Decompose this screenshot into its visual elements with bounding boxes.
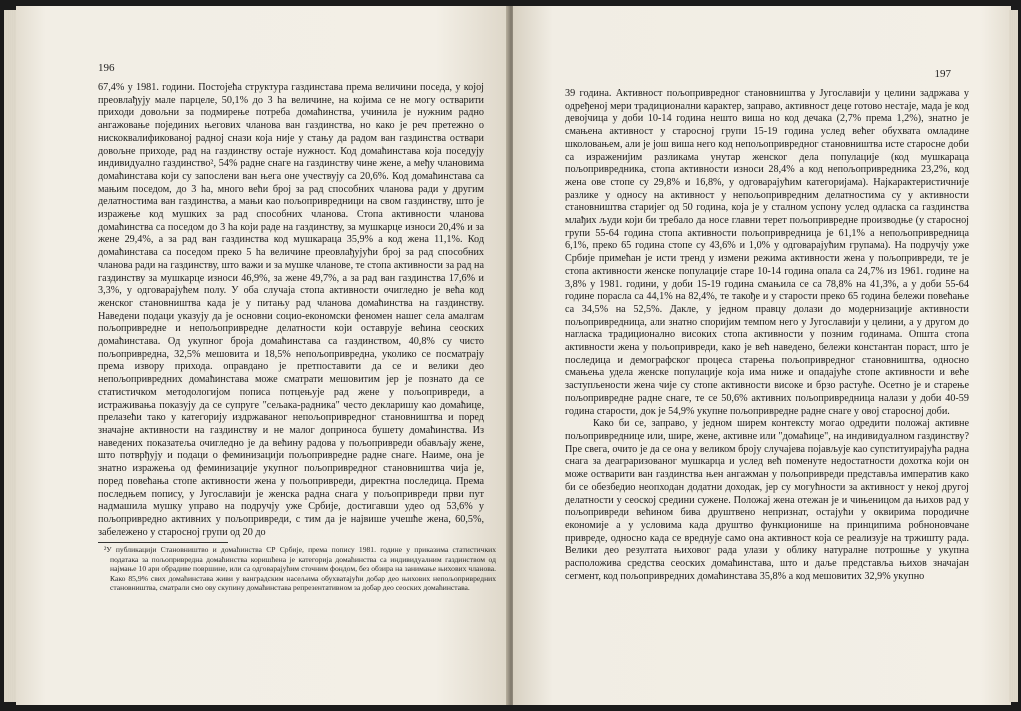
footnote-separator (98, 542, 228, 543)
page-number-right: 197 (934, 68, 951, 80)
footnote: ²У публикацији Становништво и домаћинства СР Србије, према попису 1981. године у приказима статистичких података за пољопривредна домаћинства коришћена је категорија домаћинства са индивидуалним газдинством од најмање 10 ари обрадиве површине, или са одговарајућим сточним фондом, без обзира на занимање њихових чланова. Како 85,9% свих домаћинстава живи у ванградским насељима обухватајући добар део њихових непољопривредних становништва, сматрали смо ову скупину домаћинстава репрезентативном за добар део сеоских домаћинстава. (104, 545, 496, 592)
page-number-left: 196 (98, 62, 115, 74)
right-page-body (565, 88, 969, 583)
left-page-body: 67,4% у 1981. години. Постојећа структура газдинстава према величини поседа, у којој преовлађују мале парцеле, 50,1% до 3 ha величине, на којима се не могу остварити приходи довољни за подмирење потреба домаћинства, учинила је нужним радно ангажовање појединих његових чланова ван газдинства, но како је реч претежно о нискоквалификованој радној снази која није у стању да радом ван газдинства оствари довољне приходе, рад на газдинству остаје нужност. Код домаћинстава која поседују индивидуално газдинство², 54% радне снаге на газдинству чине жене, а међу члановима домаћинстава који су запослени ван њега оне учествују са 20,6%. Код домаћинстава са мањим поседом, до 3 ha, много већи број за рад способних чланова ради у другим делатностима ван газдинства, а мањи као пољопривредници на свом газдинству, што је изражење код мушких за рад способних чланова. Стопа активности чланова домаћинства са поседом до 3 ha који раде на газдинству, за мушкарце износи 20,4% и за жене 29,4%, а за рад ван газдинства код мушкараца 35,9% а код жена 11,1%. Код домаћинстава са поседом преко 5 ha величине преовлађујући број за рад способних чланова ради на газдинству, што важи и за мушке чланове, те стопа активности за рад на газдинству за мушкарце износи 46,9%, за жене 49,7%, а за рад ван газдинства 17,6% и 3,3%, у одговарајућем полу. У оба случаја стопа активности очигледно је већа код женског становништва када је у питању рад чланова домаћинства на газдинству. Наведени подаци указују да је основни социо-економски феномен нашег села амалгам пољопривредне и непољопривредне делатности који оставрује већина сеоских домаћинстава. Од укупног броја домаћинстава са газдинством, 40,8% су чисто пољопривредна, 32,5% мешовита и 18,5% непољопривредна, уколико се посматрају према извору прихода. оправдано је претпоставити да се и велики део непољопривредних домаћинстава може сматрати мешовитим јер је познато да се статистичком методологијом пописа потцењује рад жене у пољопривреди, а истраживања показују да се супруге "сељака-радника" често декларишу као домаћице, прелазећи тако у категорију издржаваног непољопривредног становништва и поред значајне активности на газдинству и не малог доприноса бушету домаћинства. Из наведених показатеља очигледно је да већину радова у пољопривреди обављају жене, што потврђују и подаци о феминизацији пољопривредне радне снаге. Наиме, она је знатно изражења од феминизације укупног пољопривредног становништва чија је, поред повећања стопе активности жена у пољопривреди, директна последица. Према последњем попису, у Југославији је женска радна снага у пољопривреди први пут надмашила мушку управо на подручју уже Србије, достигавши удео од 53,6% у пољопривредно активних у пољопривреди, с тим да је највише учешће жена, 60,5%, забележено у старосној групи од 20 до (98, 82, 484, 538)
left-page (16, 6, 510, 705)
page-edges-right (1009, 10, 1018, 702)
paragraph-1: 39 година. Активност пољопривредног становништва у Југославији у целини задржава у одређеној мери традиционални карактер, заправо, активност деце готово нестаје, мада је код девојчица у доби 10-14 година нешто виша но код дечака (2,7% према 1,2%), знатно је смањена активност у старосној групи 15-19 година услед већег обухвата омладине школовањем, али је још виша него код непољопривредног становништва исте старосне доби са израженијим разликама унутар женског дела популације (код мушкараца пољопривредника, стопа активности износи 28,4% а код непољопривредника 23,2%, код жена ове стопе су 29,8% и 16,8%, у одговарајућим категоријама). Најкарактеристичније разлике у односу на активност у непољопривредним делатностима су у активности становништва старијег од 50 година, која је у сталном успону услед одласка са газдинства млађих људи који би требало да носе главни терет пољопривредне производње (у старосној групи 55-64 година стопа активности пољопривредница је 61,1% а непољопривредница 6,1%, преко 65 година стопе су 43,6% и 1,0% у одговарајућим групама). На подручју уже Србије примећан је исти тренд у измени режима активности жена у пољопривреди, те је стопа активности женске популације старе 10-14 година опала са 24,7% из 1961. године на 3,8% у 1981. години, у доби 15-19 година смањила се са 78,8% на 41,3%, а у доби 55-64 године порасла са 44,1% на 82,4%, те такође и у старости преко 65 година бележи повећање са 34,5% на 52,5%. Дакле, у једном правцу долази до модернизације активности пољопривредница, али знатно споријим темпом него у Југославији у целини, а у другом до нагласка традиционално високих стопа активности у позним годинама. Општа стопа активности жена у пољопривреди, како је већ наведено, бележи константан пораст, што је последица и демографског процеса старења пољопривредног становништва, односно смањења удела женске популације која има ниже и опадајуће стопе активности и веће заступљености жена чије су стопе активности високе и брзо растуће. Осетно је и старење пољопривредне радне снаге, те се 50,6% активних пољопривредница налази у доби 40-59 година старости, док је 54,9% укупне пољопривредне радне снаге у овој старосној доби. (565, 88, 969, 417)
paragraph-2: Како би се, заправо, у једном ширем контексту могао одредити положај активне пољопривреднице или, шире, жене, активне или "домаћице", на индивидуалном газдинству? Пре свега, очито је да се она у великом броју случајева појављује као супституирајућа радна снага за деаграризованог мушкарца и услед већ поменуте недостатности дохотка који он може остварити ван газдинства њен ангажман у пољопривреди представља императив како би се обезбедио неопходан додатни доходак, јер су могућности за активност у некој другој делатности у сеоској средини сужене. Положај жена отежан је и чињеницом да њихов рад у пољопривреди већином бива друштвено непризнат, остајући у оквирима породичне економије а у условима када друштво функционише на принципима робноновчане привреде, односно када се вреднује само она активност која се реализује на тржишту рада. Велики део резултата њиховог рада улази у облику натуралне потрошње у укупна расположива средства сеоских домаћинстава, што и даље представља њихов значајан сегмент, код пољопривредних домаћинстава 35,8% а код мешовитих 32,9% укупно (565, 418, 969, 582)
right-page (513, 6, 1011, 705)
